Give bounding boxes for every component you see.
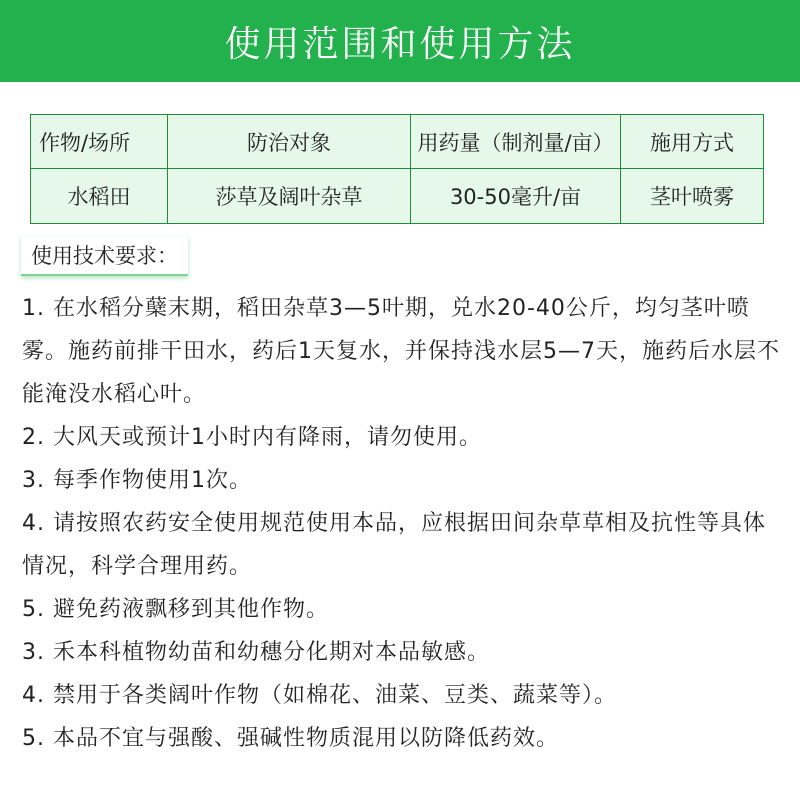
instruction-item: 3. 每季作物使用1次。 <box>22 468 252 493</box>
table-header-target: 防治对象 <box>168 115 411 169</box>
instruction-item: 4. 禁用于各类阔叶作物（如棉花、油菜、豆类、蔬菜等）。 <box>22 683 617 708</box>
instruction-list <box>22 287 782 760</box>
section-label: 使用技术要求： <box>21 236 188 276</box>
instruction-item: 3. 禾本科植物幼苗和幼穗分化期对本品敏感。 <box>22 640 490 665</box>
table-header-method: 施用方式 <box>621 115 763 169</box>
instruction-item: 2. 大风天或预计1小时内有降雨，请勿使用。 <box>22 425 482 450</box>
instruction-item: 5. 本品不宜与强酸、强碱性物质混用以防降低药效。 <box>22 726 559 751</box>
table-cell-crop: 水稻田 <box>31 169 168 223</box>
instruction-item: 4. 请按照农药安全使用规范使用本品，应根据田间杂草草相及抗性等具体情况，科学合理用药。 <box>22 511 766 579</box>
instruction-item: 1. 在水稻分蘖末期，稻田杂草3—5叶期，兑水20-40公斤，均匀茎叶喷雾。施药前排干田水，药后1天复水，并保持浅水层5—7天，施药后水层不能淹没水稻心叶。 <box>22 296 780 407</box>
page-title: 使用范围和使用方法 <box>224 23 576 65</box>
table-cell-target: 莎草及阔叶杂草 <box>168 169 411 223</box>
instruction-item: 5. 避免药液飘移到其他作物。 <box>22 597 329 622</box>
table-cell-dosage: 30-50毫升/亩 <box>411 169 621 223</box>
table-header-dosage: 用药量（制剂量/亩） <box>411 115 621 169</box>
table-header-crop: 作物/场所 <box>31 115 168 169</box>
usage-table <box>30 114 764 224</box>
title-banner <box>0 0 800 82</box>
table-cell-method: 茎叶喷雾 <box>650 185 734 209</box>
